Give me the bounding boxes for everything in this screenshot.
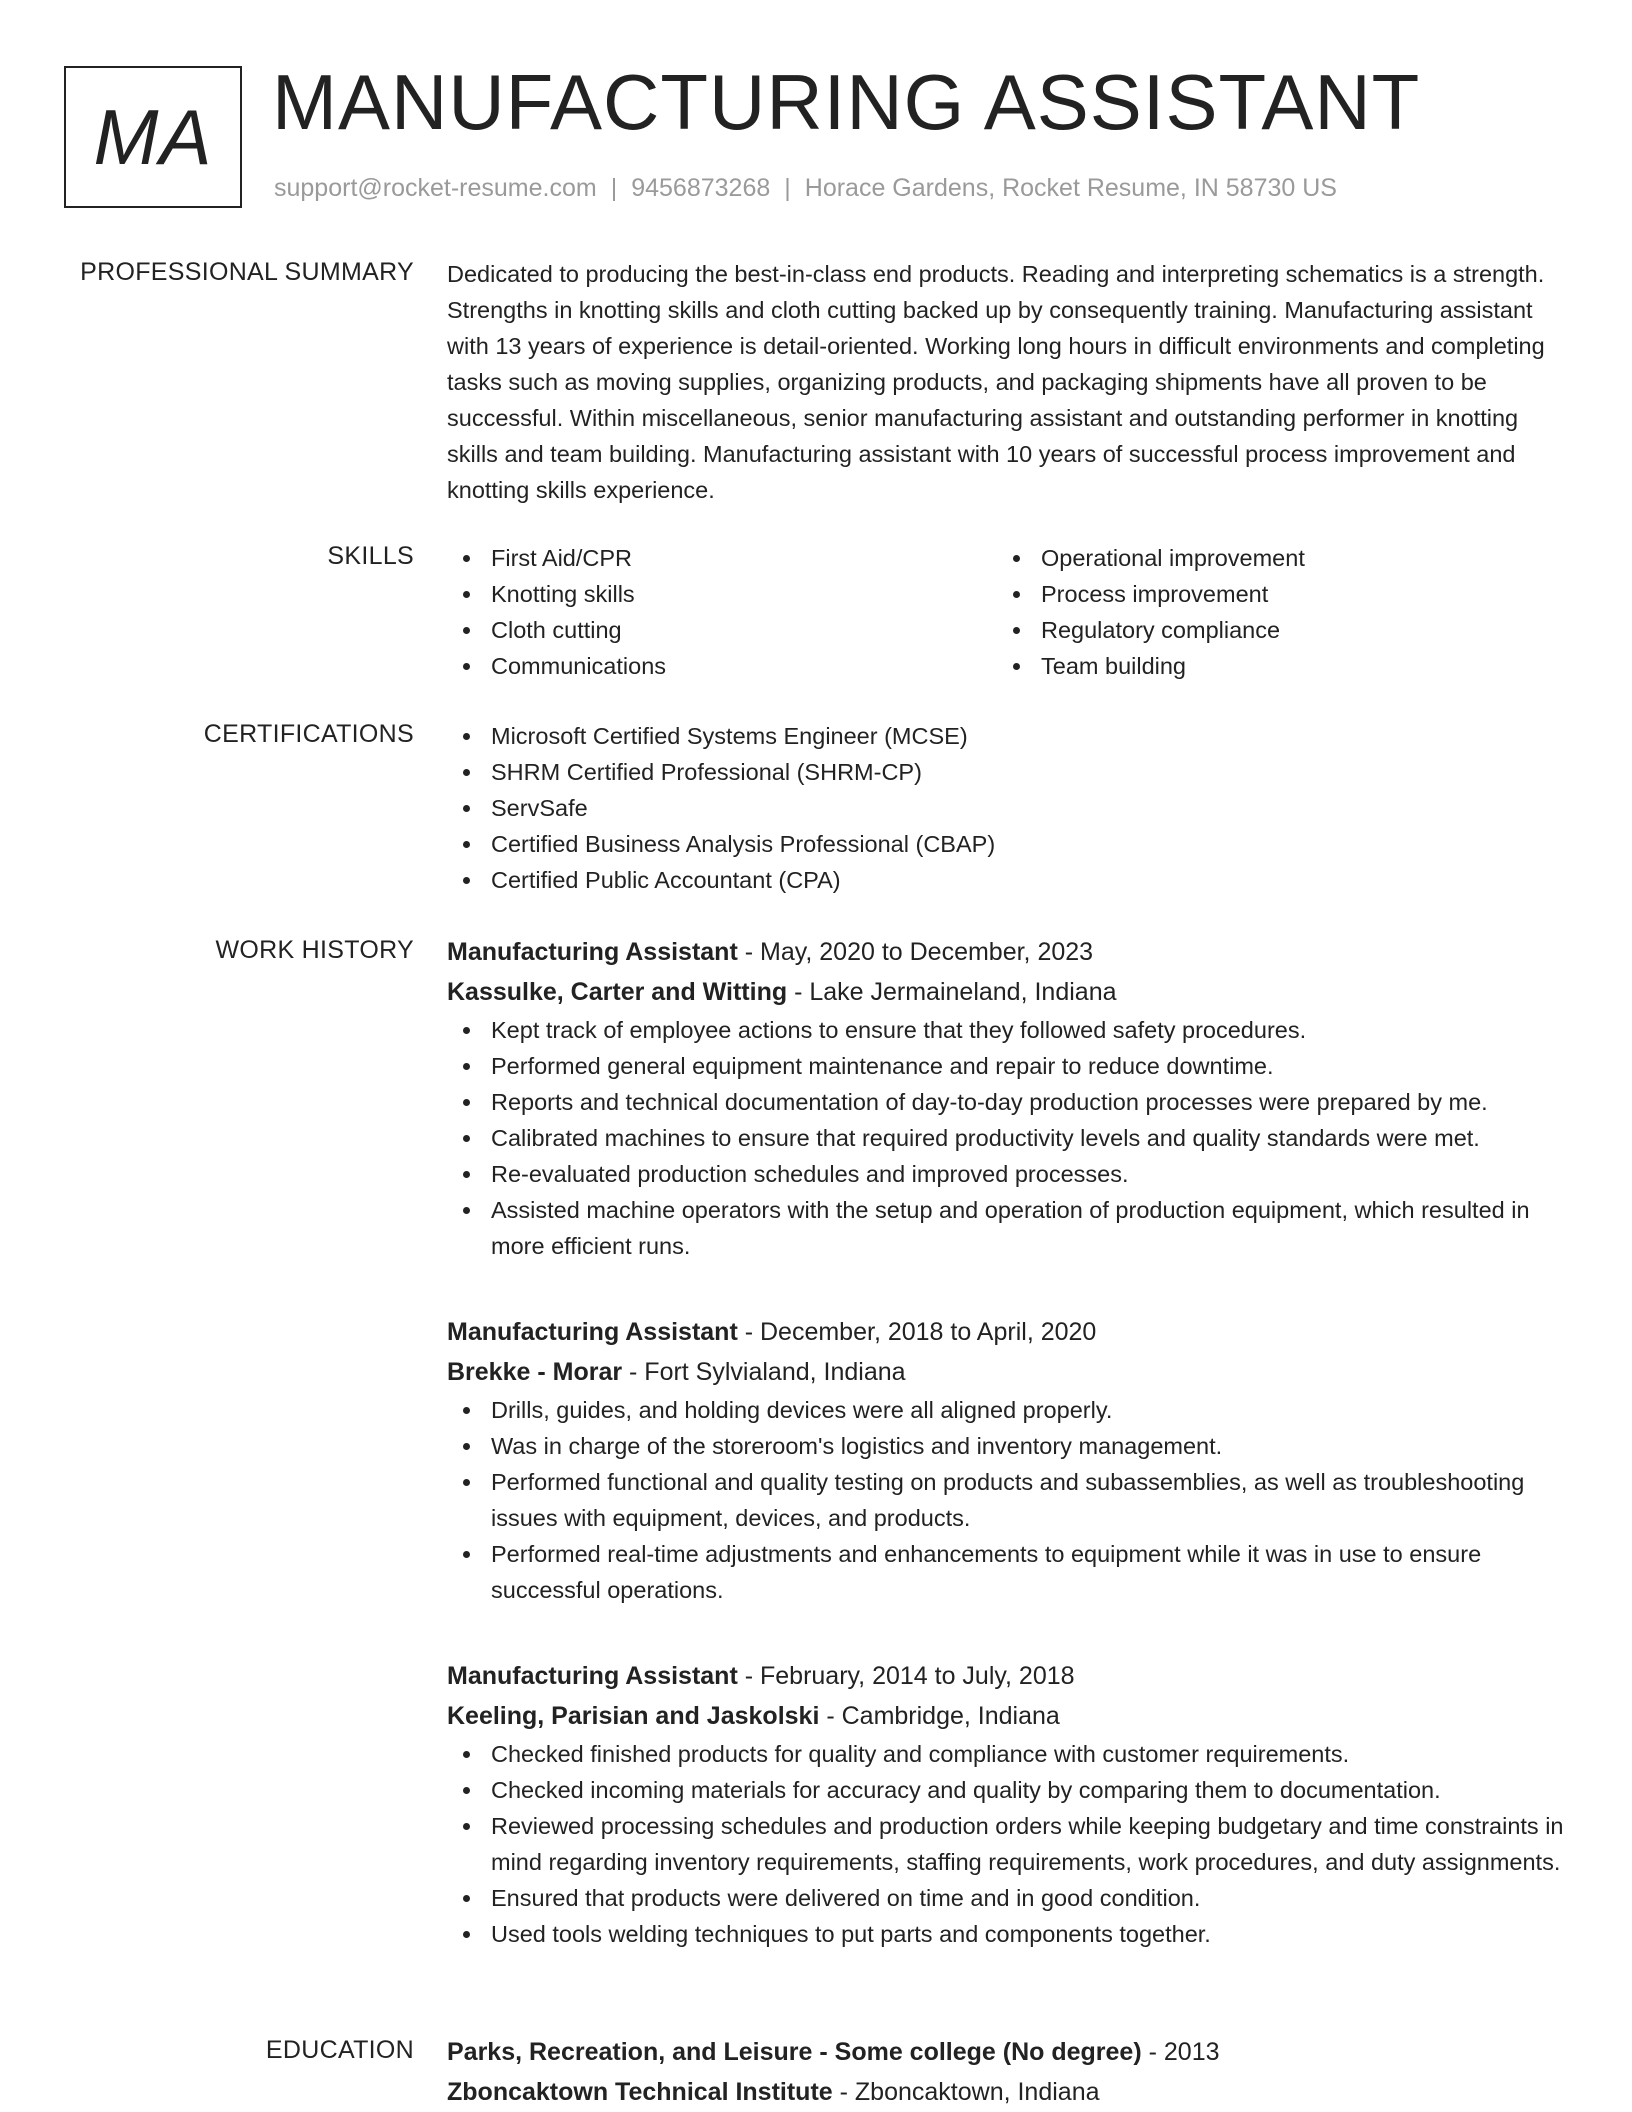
- skill-item: Regulatory compliance: [997, 612, 1547, 648]
- education-school: Zboncaktown Technical Institute: [447, 2078, 833, 2106]
- monogram-initials: MA: [93, 92, 213, 181]
- certification-item: Certified Public Accountant (CPA): [447, 862, 1567, 898]
- contact-separator: |: [610, 174, 618, 202]
- job-location: - Lake Jermaineland, Indiana: [787, 978, 1117, 1006]
- contact-address: Horace Gardens, Rocket Resume, IN 58730 US: [804, 174, 1337, 202]
- job-location: - Fort Sylvialand, Indiana: [622, 1358, 906, 1386]
- job-bullet: Was in charge of the storeroom's logistics and inventory management.: [447, 1428, 1567, 1464]
- job-title: Manufacturing Assistant: [447, 1662, 738, 1690]
- job-bullet: Reviewed processing schedules and production orders while keeping budgetary and time constraints in mind regarding inventory requirements, staffing requirements, work procedures, and duty assignments.: [447, 1808, 1567, 1880]
- skill-item: Operational improvement: [997, 540, 1547, 576]
- job-bullets: [447, 1736, 1567, 1952]
- job-bullet: Kept track of employee actions to ensure that they followed safety procedures.: [447, 1012, 1567, 1048]
- job-bullet: Calibrated machines to ensure that required productivity levels and quality standards were met.: [447, 1120, 1567, 1156]
- job-bullets: [447, 1392, 1567, 1608]
- job-bullet: Performed real-time adjustments and enhancements to equipment while it was in use to ensure successful operations.: [447, 1536, 1567, 1608]
- certification-item: Certified Business Analysis Professional (CBAP): [447, 826, 1567, 862]
- section-label-education: EDUCATION: [265, 2036, 414, 2064]
- education-degree-line: [447, 2032, 1567, 2072]
- job-company: Keeling, Parisian and Jaskolski: [447, 1702, 820, 1730]
- skill-item: Process improvement: [997, 576, 1547, 612]
- job-title: Manufacturing Assistant: [447, 1318, 738, 1346]
- summary-text: Dedicated to producing the best-in-class end products. Reading and interpreting schematics is a strength. Strengths in knotting skills and cloth cutting backed up by consequently training. Manufacturing assistant with 13 years of experience is detail-oriented. Working long hours in difficult environments and completing tasks such as moving supplies, organizing products, and packaging shipments have all proven to be successful. Within miscellaneous, senior manufacturing assistant and outstanding performer in knotting skills and team building. Manufacturing assistant with 10 years of successful process improvement and knotting skills experience.: [447, 261, 1545, 503]
- job-entry: [447, 1312, 1567, 1608]
- job-bullet: Performed functional and quality testing on products and subassemblies, as well as troubleshooting issues with equipment, devices, and products.: [447, 1464, 1567, 1536]
- job-company: Kassulke, Carter and Witting: [447, 978, 788, 1006]
- certification-item: SHRM Certified Professional (SHRM-CP): [447, 754, 1567, 790]
- job-bullet: Performed general equipment maintenance and repair to reduce downtime.: [447, 1048, 1567, 1084]
- job-company-line: [447, 972, 1567, 1012]
- job-title-line: [447, 1312, 1567, 1352]
- monogram-box: [64, 66, 242, 208]
- section-label-work-history: WORK HISTORY: [215, 936, 414, 964]
- skills-list-right: [997, 540, 1547, 684]
- education-school-line: [447, 2072, 1567, 2112]
- job-location: - Cambridge, Indiana: [819, 1702, 1060, 1730]
- education-entry: [447, 2032, 1567, 2112]
- resume-title: MANUFACTURING ASSISTANT: [272, 58, 1421, 146]
- job-entry: [447, 1656, 1567, 1952]
- job-title: Manufacturing Assistant: [447, 938, 738, 966]
- job-dates: - December, 2018 to April, 2020: [737, 1318, 1097, 1346]
- certifications-list: [447, 718, 1567, 898]
- education-year: - 2013: [1141, 2038, 1220, 2066]
- job-bullets: [447, 1012, 1567, 1264]
- skill-item: Communications: [447, 648, 997, 684]
- job-company-line: [447, 1696, 1567, 1736]
- job-bullet: Checked incoming materials for accuracy and quality by comparing them to documentation.: [447, 1772, 1567, 1808]
- job-bullet: Reports and technical documentation of day-to-day production processes were prepared by me.: [447, 1084, 1567, 1120]
- skill-item: Knotting skills: [447, 576, 997, 612]
- job-bullet: Drills, guides, and holding devices were all aligned properly.: [447, 1392, 1567, 1428]
- education-degree: Parks, Recreation, and Leisure - Some college (No degree): [447, 2038, 1142, 2066]
- job-dates: - May, 2020 to December, 2023: [737, 938, 1094, 966]
- contact-email: support@rocket-resume.com: [274, 174, 597, 202]
- contact-separator: |: [784, 174, 791, 202]
- skill-item: First Aid/CPR: [447, 540, 997, 576]
- section-label-skills: SKILLS: [327, 542, 414, 570]
- job-dates: - February, 2014 to July, 2018: [737, 1662, 1075, 1690]
- job-bullet: Used tools welding techniques to put parts and components together.: [447, 1916, 1567, 1952]
- job-company-line: [447, 1352, 1567, 1392]
- contact-line: [274, 174, 1337, 203]
- certification-item: ServSafe: [447, 790, 1567, 826]
- job-bullet: Checked finished products for quality and compliance with customer requirements.: [447, 1736, 1567, 1772]
- job-bullet: Re-evaluated production schedules and improved processes.: [447, 1156, 1567, 1192]
- section-label-summary: PROFESSIONAL SUMMARY: [80, 258, 414, 286]
- education-location: - Zboncaktown, Indiana: [832, 2078, 1100, 2106]
- job-entry: [447, 932, 1567, 1264]
- skills-list-left: [447, 540, 997, 684]
- skill-item: Team building: [997, 648, 1547, 684]
- certification-item: Microsoft Certified Systems Engineer (MCSE): [447, 718, 1567, 754]
- job-bullet: Ensured that products were delivered on time and in good condition.: [447, 1880, 1567, 1916]
- job-title-line: [447, 1656, 1567, 1696]
- skill-item: Cloth cutting: [447, 612, 997, 648]
- job-title-line: [447, 932, 1567, 972]
- section-label-certifications: CERTIFICATIONS: [203, 720, 414, 748]
- job-company: Brekke - Morar: [447, 1358, 623, 1386]
- contact-phone: 9456873268: [631, 174, 771, 202]
- job-bullet: Assisted machine operators with the setup and operation of production equipment, which resulted in more efficient runs.: [447, 1192, 1567, 1264]
